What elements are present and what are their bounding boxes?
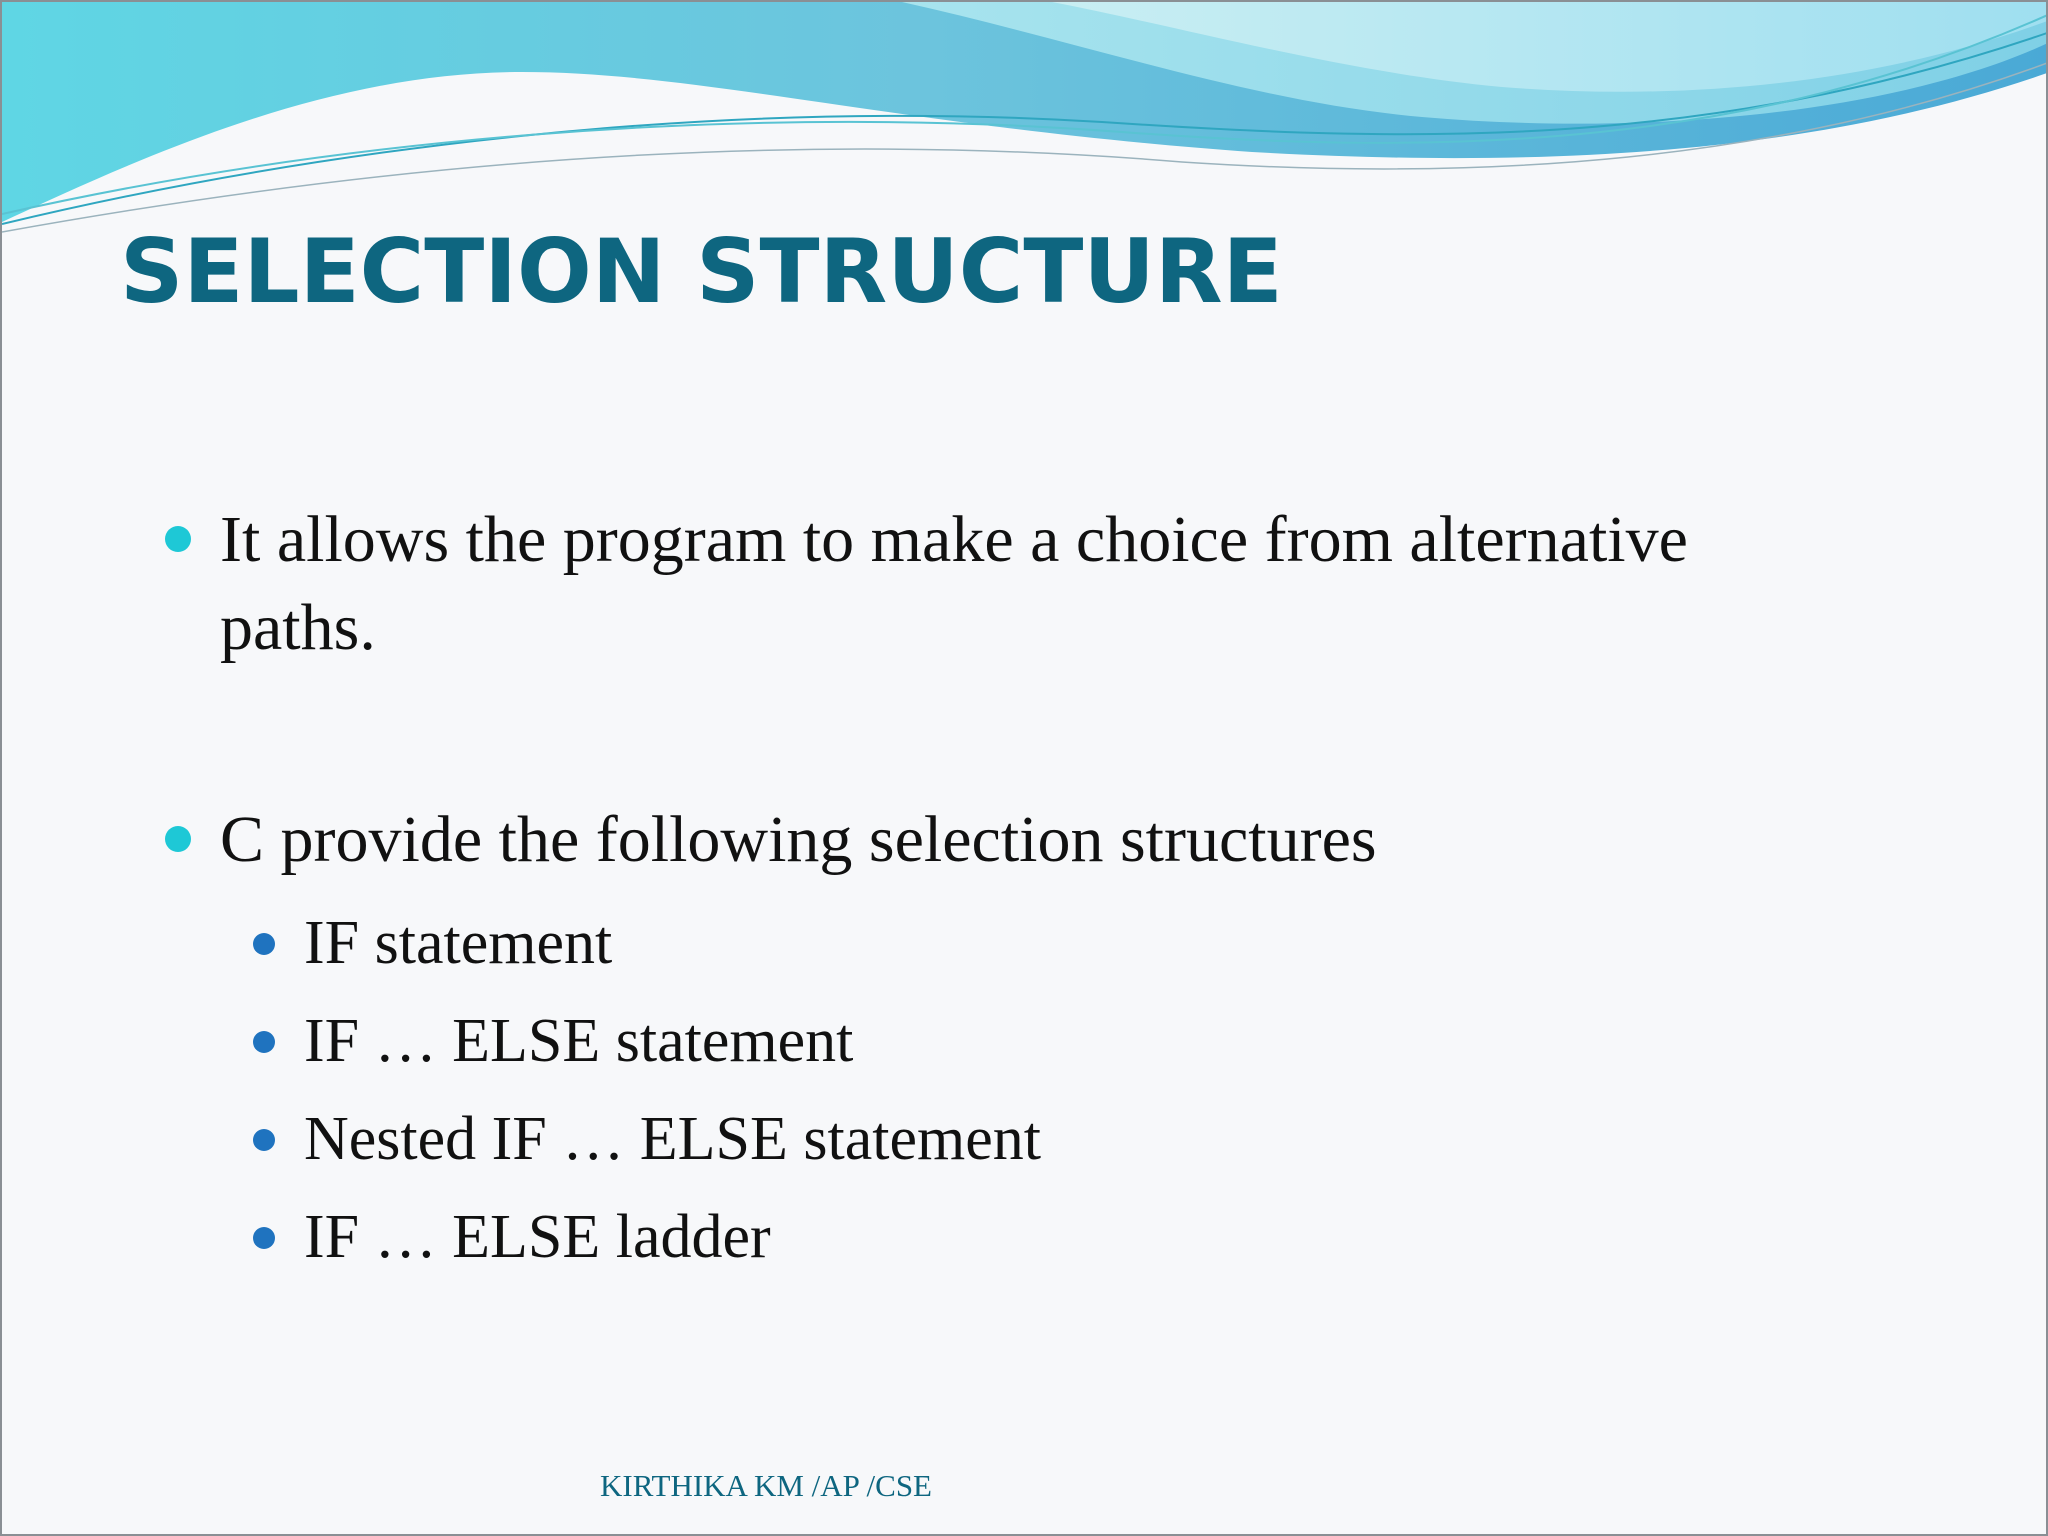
sub-bullet-item: IF … ELSE statement xyxy=(304,1007,854,1075)
bullet-dot-icon xyxy=(165,826,191,852)
sub-bullet-dot-icon xyxy=(253,933,275,955)
bullet-item: It allows the program to make a choice from alternative paths. xyxy=(220,503,1688,664)
sub-bullet-dot-icon xyxy=(253,1227,275,1249)
bullet-item: C provide the following selection structures xyxy=(220,803,1377,876)
sub-bullet-item: IF statement xyxy=(304,909,613,977)
sub-bullet-item: IF … ELSE ladder xyxy=(304,1203,771,1271)
footer-author: KIRTHIKA KM /AP /CSE xyxy=(600,1468,932,1503)
sub-bullet-item: Nested IF … ELSE statement xyxy=(304,1105,1041,1173)
slide-title: SELECTION STRUCTURE xyxy=(120,220,1283,323)
sub-bullet-dot-icon xyxy=(253,1129,275,1151)
bullet-dot-icon xyxy=(165,526,191,552)
bullet-list xyxy=(2,2,2048,1536)
sub-bullet-dot-icon xyxy=(253,1031,275,1053)
